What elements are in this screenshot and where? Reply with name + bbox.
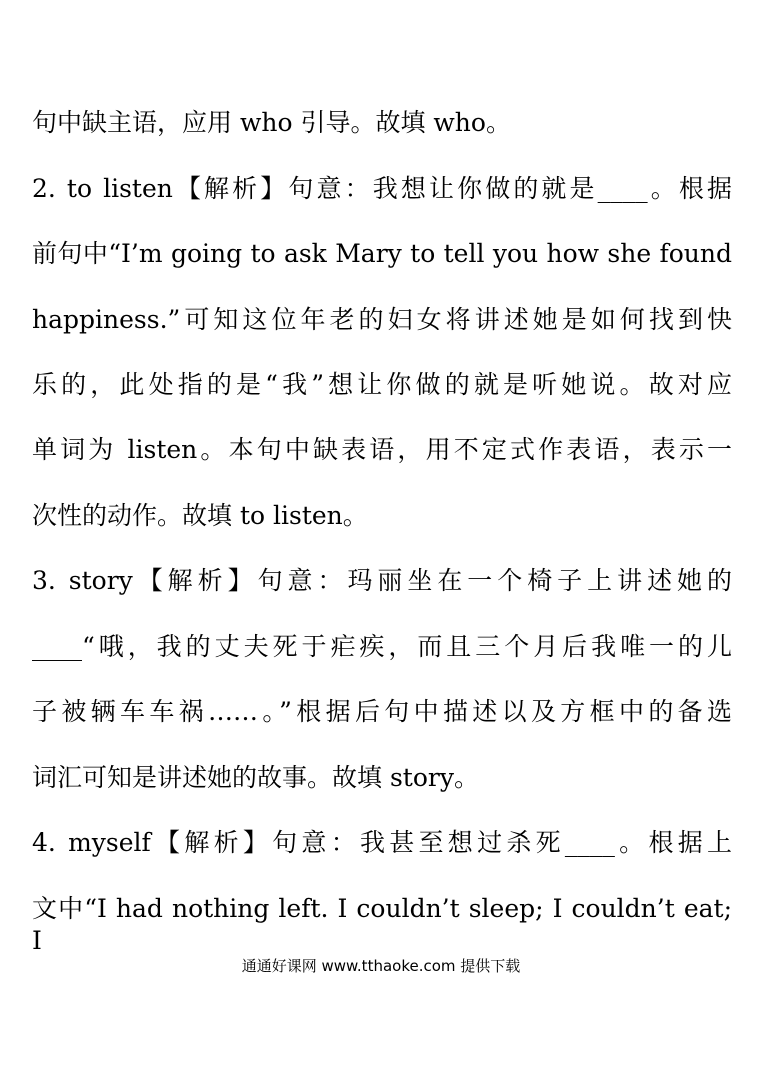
text-line-3: 前句中“I’m going to ask Mary to tell you how she found [32,239,732,268]
text-line-9: ____“哦，我的丈夫死于疟疾，而且三个月后我唯一的儿 [32,632,732,661]
page-footer: 通通好课网 www.tthaoke.com 提供下载 [241,957,521,975]
text-line-4: happiness.”可知这位年老的妇女将讲述她是如何找到快 [32,305,732,334]
text-line-6: 单词为 listen。本句中缺表语，用不定式作表语，表示一 [32,435,732,464]
text-line-2: 2. to listen【解析】句意：我想让你做的就是____。根据 [32,174,732,203]
text-line-13: 文中“I had nothing left. I couldn’t sleep; I couldn’t eat; I [32,894,732,955]
text-line-10: 子被辆车车祸……。”根据后句中描述以及方框中的备选 [32,697,732,726]
text-line-5: 乐的，此处指的是“我”想让你做的就是听她说。故对应 [32,370,732,399]
text-line-8: 3. story【解析】句意：玛丽坐在一个椅子上讲述她的 [32,566,732,595]
text-line-7: 次性的动作。故填 to listen。 [32,501,368,530]
text-line-1: 句中缺主语，应用 who 引导。故填 who。 [32,108,511,137]
text-line-12: 4. myself【解析】句意：我甚至想过杀死____。根据上 [32,828,732,857]
text-line-11: 词汇可知是讲述她的故事。故填 story。 [32,763,479,792]
